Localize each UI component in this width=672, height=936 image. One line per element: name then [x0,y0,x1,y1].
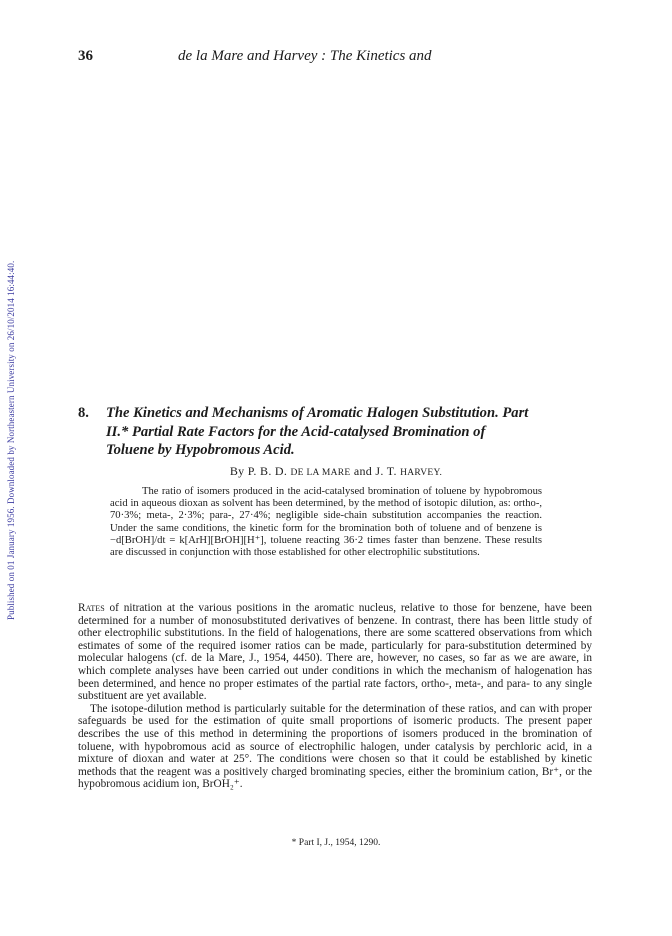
title-line-3: Toluene by Hypobromous Acid. [106,442,295,458]
paragraph-1 [78,602,592,703]
abstract-text: The ratio of isomers produced in the acid-catalysed bromination of toluene by hypobromous acid in aqueous dioxan as solvent has been determined, by the method of isotopic dilution, as: ortho-, 70·3%; meta-, 2·3%; para-, 27·4%; negligible side-chain substitution accompanies the reaction. Under the same conditions, the kinetic form for the bromination both of toluene and of benzene is −d[BrOH]/dt = k[ArH][BrOH][H⁺], toluene reacting 36·2 times faster than benzene. These results are discussed in conjunction with those established for other electrophilic substitutions. [110,486,542,559]
paragraph-1-lead: Rates [78,602,105,614]
article-number: 8. [78,405,89,421]
title-line-2: II.* Partial Rate Factors for the Acid-catalysed Bromination of [106,423,486,440]
byline-by: By [229,464,245,478]
author-2-initials: J. T. [375,464,397,478]
paragraph-1-text: of nitration at the various positions in the aromatic nucleus, relative to those for benzene, have been determined for a number of monosubstituted derivatives of benzene. In contrast, there has been little study of other electrophilic substitutions. In the field of halogenations, there are some scattered observations from which estimates of some of the required isomer ratios can be made, particularly for para-substitution determined by molecular halogens (cf. de la Mare, J., 1954, 4450). There are, however, no cases, so far as we are aware, in which complete analyses have been carried out under conditions in which the mechanism of halogenation has been determined, and hence no proper estimates of the partial rate factors, ortho-, meta-, and para- to any single substituent are yet available. [78,602,592,703]
abstract [110,486,542,559]
footnote: * Part I, J., 1954, 1290. [291,838,381,848]
title-line-1: The Kinetics and Mechanisms of Aromatic Halogen Substitution. Part [106,405,529,421]
article-title [78,404,594,460]
byline [0,464,672,479]
author-1-initials: P. B. D. [247,464,288,478]
paragraph-2: The isotope-dilution method is particularly suitable for the determination of these ratios, and can with proper safeguards be used for the estimation of quite small proportions of isomeric products. The present paper describes the use of this method in determining the proportions of isomers produced in the bromination of toluene, with hypobromous acid as source of electrophilic halogen, under catalysis by perchloric acid, in a mixture of dioxan and water at 25°. The conditions were chosen so that it could be established by kinetic methods that the reagent was a positively charged brominating species, either the brominium cation, Br⁺, or the hypobromous acidium ion, BrOH₂⁺. [78,702,592,791]
download-notice [6,120,18,620]
byline-and: and [353,464,373,478]
body-text [78,602,592,791]
running-head-text: de la Mare and Harvey : The Kinetics and [178,48,432,64]
author-1-surname: DE LA MARE [290,468,351,478]
download-notice-text: Published on 01 January 1956. Downloaded by Northeastern University on 26/10/2014 16:44:40. [6,260,16,620]
page-number: 36 [78,48,93,64]
author-2-surname: HARVEY. [400,468,443,478]
